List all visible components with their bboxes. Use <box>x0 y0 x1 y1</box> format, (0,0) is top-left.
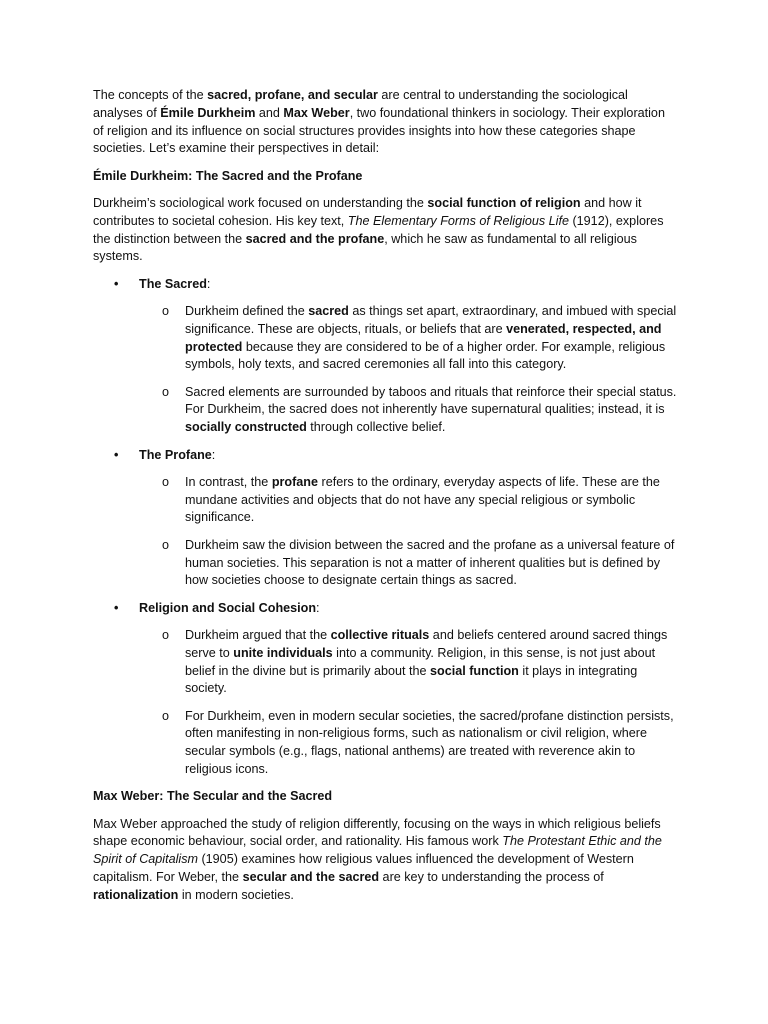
text-run: For Durkheim, even in modern secular societies, the sacred/profane distinction persists, often manifesting in non-religious forms, such as nationalism or civil religion, where secular symbols (e.g., flags, national anthems) are treated with reverence akin to religious icons. <box>185 708 674 776</box>
text-run: , two foundational thinkers in sociology. Their exploration of religion and its influence on social structures provides insights into how these categories shape societies. Let’s examine their perspectives in detail: <box>93 105 665 156</box>
sub-bullet-marker: o <box>162 708 170 723</box>
sublist <box>139 627 678 779</box>
text-run: into a community. Religion, in this sense, is not just about belief in the divine but is primarily about the <box>185 645 656 678</box>
text-run: , which he saw as fundamental to all religious systems. <box>93 231 637 264</box>
text-run: (1905) examines how religious values influenced the development of Western capitalism. For Weber, the <box>93 852 634 884</box>
bold-run: Émile Durkheim <box>160 105 256 120</box>
sublist-item <box>139 537 678 590</box>
sublist-item <box>139 627 678 698</box>
text-run: : <box>206 276 211 291</box>
weber-heading: Max Weber: The Secular and the Sacred <box>93 789 333 804</box>
text-run: through collective belief. <box>306 420 446 435</box>
list-item-profane <box>93 447 678 591</box>
text-run: it plays in integrating society. <box>185 663 638 696</box>
bold-run: social function of religion <box>427 195 581 210</box>
bold-run: venerated, respected, and protected <box>185 321 662 354</box>
sublist-item <box>139 474 678 527</box>
sublist <box>139 474 678 590</box>
bullet-marker: • <box>114 600 119 615</box>
sub-bullet-marker: o <box>162 474 170 489</box>
bold-run: socially constructed <box>185 420 307 435</box>
text-run: and how it contributes to societal cohesion. His key text, <box>93 195 642 228</box>
text-run: Durkheim saw the division between the sacred and the profane as a universal feature of human societies. This separation is not a matter of inherent qualities but is defined by how societies choose to designate certain things as sacred. <box>185 537 675 588</box>
text-run: Max Weber approached the study of religion differently, focusing on the ways in which religious beliefs shape economic behaviour, social order, and rationality. His famous work <box>93 816 661 849</box>
italic-run: The Protestant Ethic and the Spirit of Capitalism <box>93 834 662 867</box>
sublist-text <box>185 537 678 590</box>
sub-bullet-marker: o <box>162 384 170 399</box>
text-run: are central to understanding the sociological analyses of <box>93 88 628 120</box>
sublist-text <box>185 627 678 698</box>
bold-run: The Sacred <box>139 276 207 291</box>
weber-paragraph <box>93 816 678 905</box>
sublist-item <box>139 303 678 374</box>
list-item-heading <box>139 276 678 294</box>
text-run: (1912), explores the distinction between the <box>93 213 664 246</box>
intro-paragraph <box>93 87 678 158</box>
text-run: and beliefs centered around sacred things serve to <box>185 627 668 660</box>
bold-run: sacred <box>308 303 349 318</box>
text-run: : <box>316 600 320 615</box>
text-run: refers to the ordinary, everyday aspects of life. These are the mundane activities and objects that do not have any special religious or symbolic significance. <box>185 474 660 525</box>
sublist-item <box>139 708 678 779</box>
bold-run: sacred and the profane <box>245 231 385 246</box>
sub-bullet-marker: o <box>162 303 170 318</box>
bold-run: secular and the sacred <box>242 869 380 884</box>
sublist-item <box>139 384 678 437</box>
list-item-heading <box>139 447 678 465</box>
durkheim-concept-list <box>93 276 678 779</box>
sublist-text <box>185 474 678 527</box>
durkheim-heading: Émile Durkheim: The Sacred and the Profane <box>93 168 363 183</box>
bullet-marker: • <box>114 447 119 462</box>
text-run: Durkheim argued that the <box>185 627 331 642</box>
document-body <box>93 87 678 914</box>
text-run: Sacred elements are surrounded by taboos and rituals that reinforce their special status. For Durkheim, the sacred does not inherently have supernatural qualities; instead, it is <box>185 384 677 417</box>
text-run: because they are considered to be of a higher order. For example, religious symbols, holy texts, and sacred ceremonies all fall into this category. <box>185 339 666 372</box>
text-run: are key to understanding the process of <box>379 869 604 884</box>
sublist-text <box>185 384 678 437</box>
bold-run: Religion and Social Cohesion <box>139 600 317 615</box>
sublist-text <box>185 303 678 374</box>
bold-run: sacred, profane, and secular <box>207 88 378 102</box>
durkheim-paragraph <box>93 195 678 266</box>
text-run: Durkheim defined the <box>185 303 309 318</box>
list-item-sacred <box>93 276 678 437</box>
sub-bullet-marker: o <box>162 537 170 552</box>
text-run: and <box>255 105 284 120</box>
bold-run: Max Weber <box>283 105 350 120</box>
text-run: The concepts of the <box>93 88 208 102</box>
bold-run: collective rituals <box>330 627 430 642</box>
text-run: Durkheim’s sociological work focused on understanding the <box>93 195 428 210</box>
text-run: In contrast, the <box>185 474 272 489</box>
bold-run: profane <box>271 474 318 489</box>
text-run: : <box>211 447 216 462</box>
sublist-text <box>185 708 678 779</box>
bold-run: unite individuals <box>233 645 333 660</box>
bold-run: The Profane <box>139 447 212 462</box>
bold-run: social function <box>430 663 519 678</box>
italic-run: The Elementary Forms of Religious Life <box>347 213 569 228</box>
text-run: as things set apart, extraordinary, and imbued with special significance. These are objects, rituals, or beliefs that are <box>185 303 677 336</box>
bullet-marker: • <box>114 276 119 291</box>
list-item-heading <box>139 600 678 618</box>
sub-bullet-marker: o <box>162 627 170 642</box>
list-item-social-cohesion <box>93 600 678 779</box>
bold-run: rationalization <box>93 887 179 902</box>
text-run: in modern societies. <box>178 887 294 902</box>
sublist <box>139 303 678 437</box>
